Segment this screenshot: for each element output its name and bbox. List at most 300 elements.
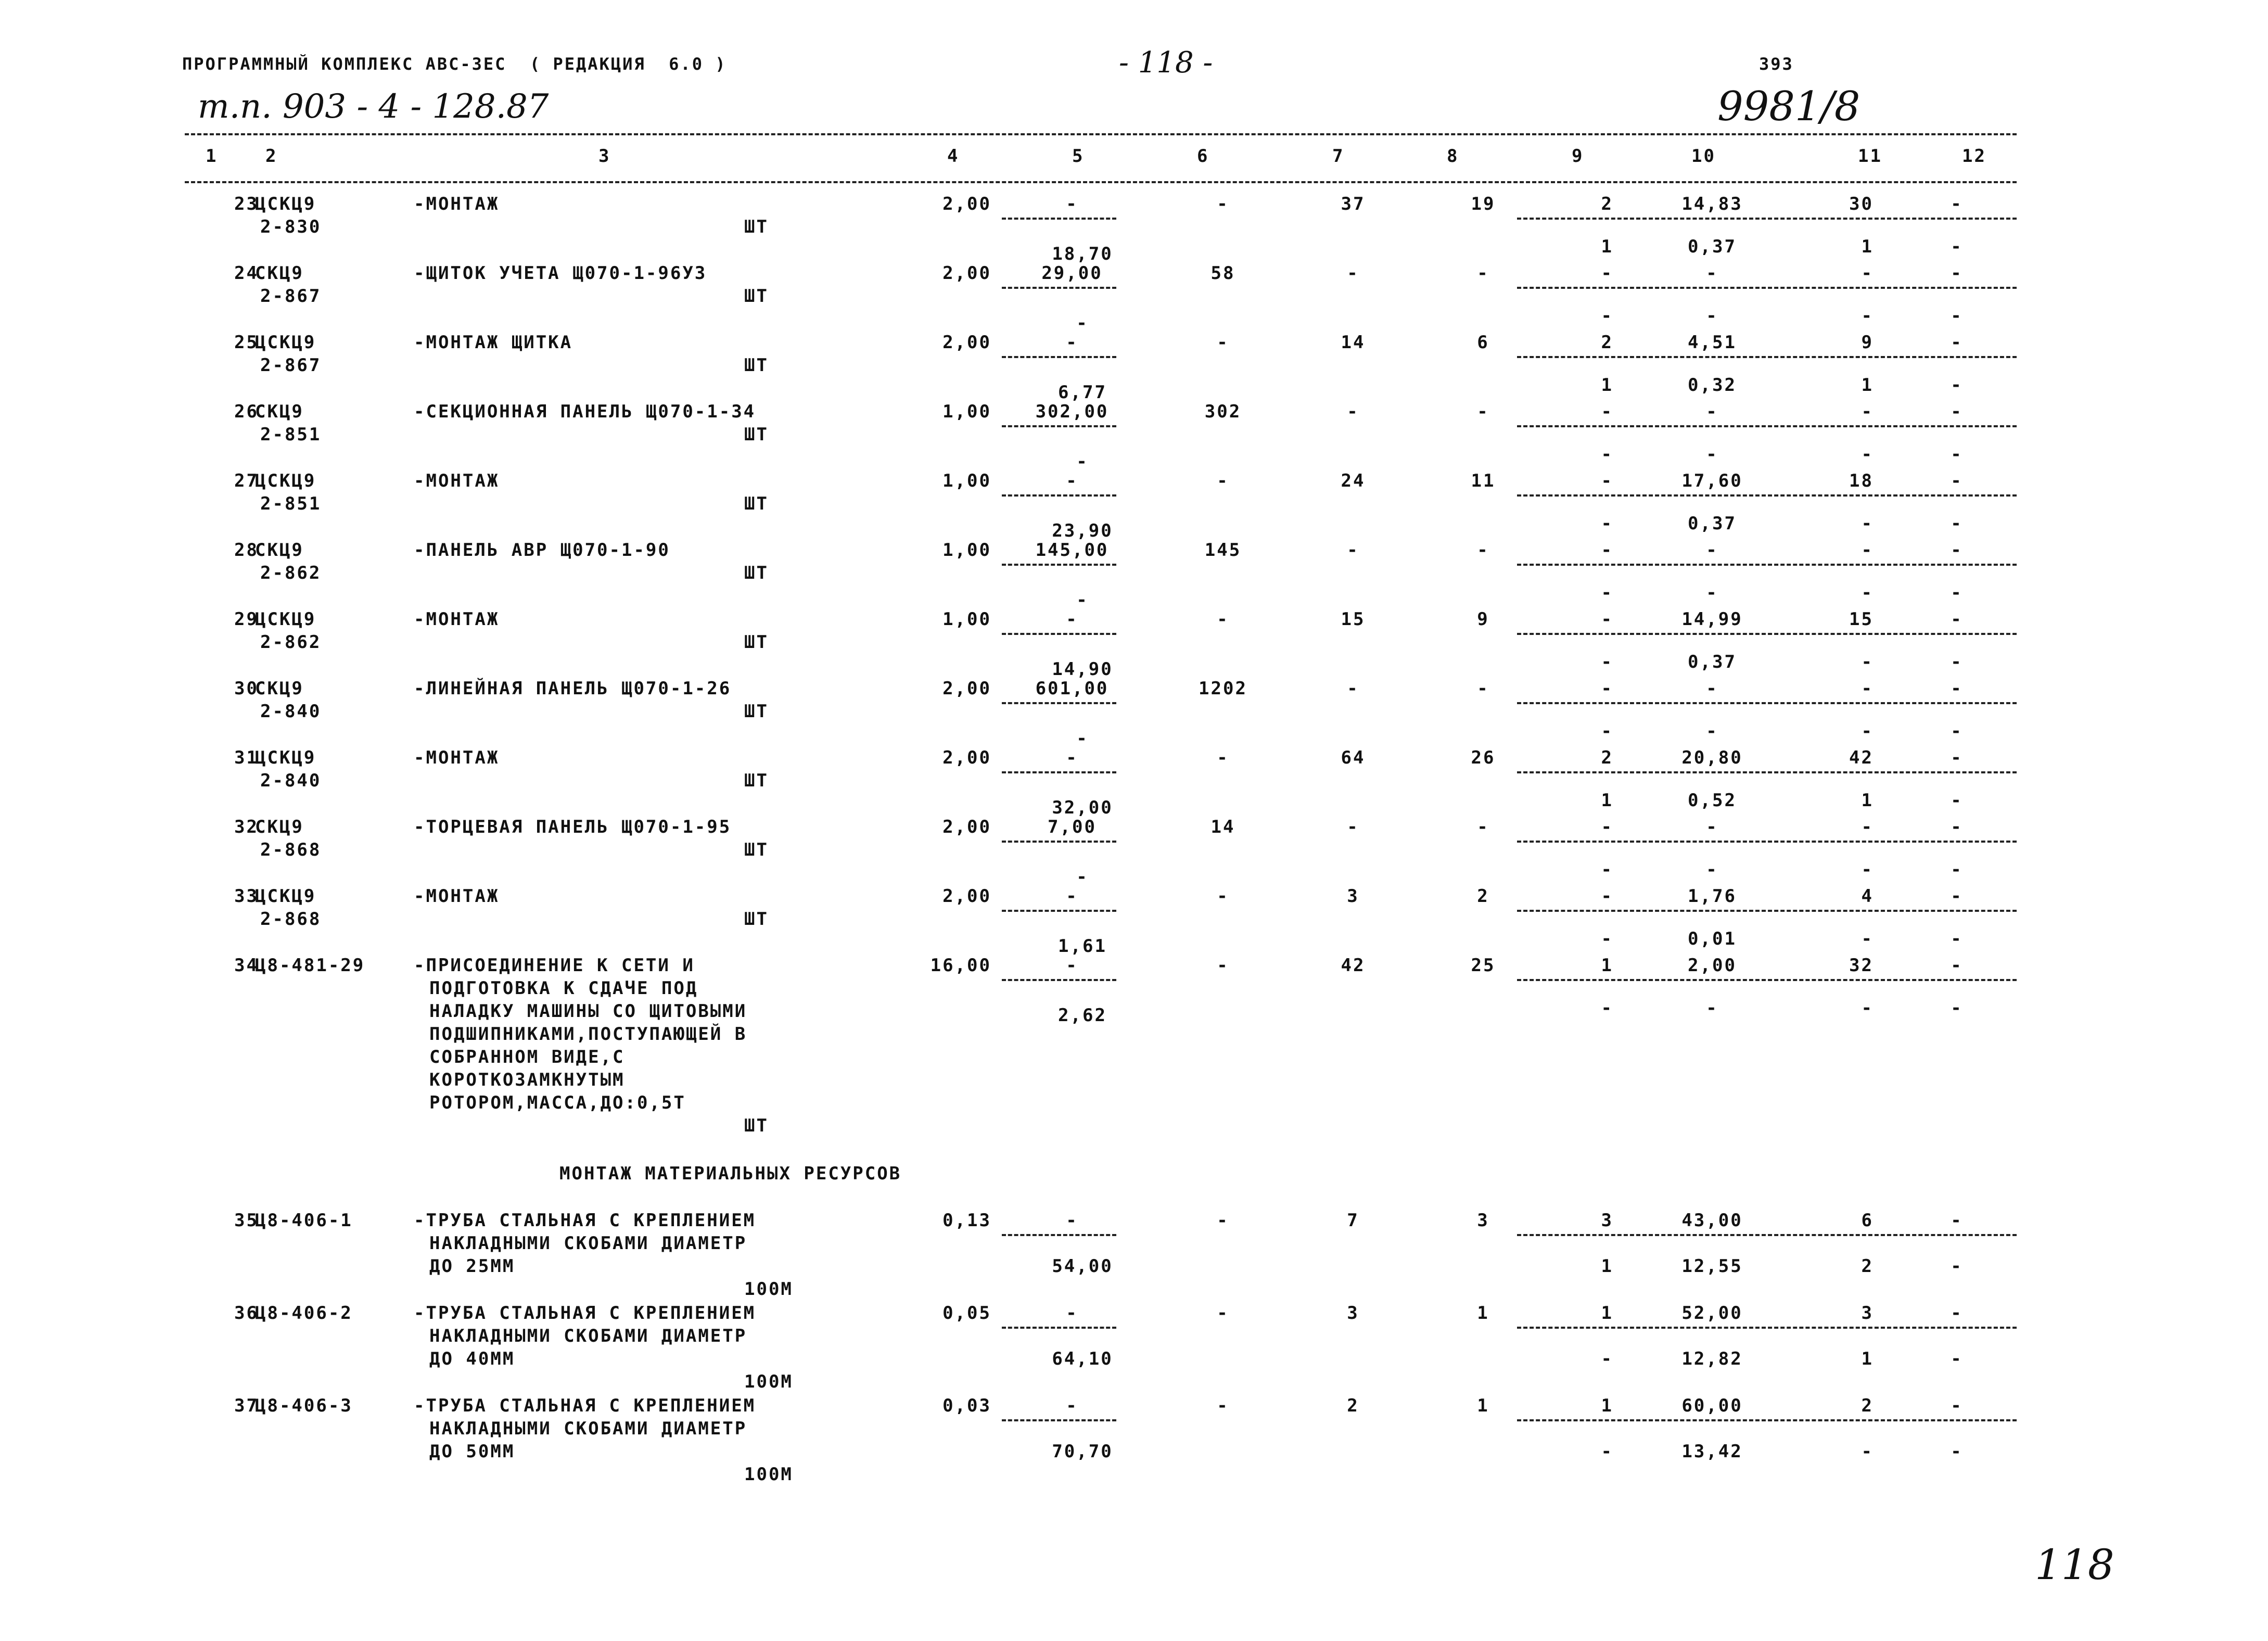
row-col11-second: - <box>1861 928 1874 949</box>
row-code-2: 2-840 <box>260 770 322 791</box>
row-col8: - <box>1477 263 1489 284</box>
row-col11-second: - <box>1861 652 1874 672</box>
row-col12-second: - <box>1951 375 1963 396</box>
row-col12: - <box>1951 332 1963 353</box>
row-col11: 15 <box>1849 609 1874 630</box>
row-col6: 302 <box>1204 401 1242 422</box>
row-description: НАКЛАДНЫМИ СКОБАМИ ДИАМЕТР <box>429 1326 747 1346</box>
row-quantity: 0,13 <box>942 1210 991 1231</box>
row-quantity: 2,00 <box>942 678 991 699</box>
row-col11-second: - <box>1861 306 1874 326</box>
row-description: -МОНТАЖ <box>414 194 500 214</box>
row-col5: 7,00 <box>1048 817 1097 837</box>
row-col7: 24 <box>1341 470 1366 491</box>
row-col5-divider <box>1002 633 1116 635</box>
row-quantity: 2,00 <box>942 886 991 907</box>
row-col10-second: - <box>1706 721 1718 742</box>
row-col9: - <box>1601 263 1613 284</box>
row-col9-second: - <box>1601 721 1613 742</box>
row-col9-second: - <box>1601 513 1613 534</box>
row-col12: - <box>1951 401 1963 422</box>
row-description: -МОНТАЖ <box>414 747 500 768</box>
row-col8: 26 <box>1471 747 1496 768</box>
row-col10: - <box>1706 817 1718 837</box>
row-unit: ШТ <box>744 286 769 307</box>
row-col7: 2 <box>1347 1395 1359 1416</box>
row-col10: - <box>1706 401 1718 422</box>
row-col12: - <box>1951 1303 1963 1324</box>
row-col8: - <box>1477 678 1489 699</box>
row-description: ДО 25ММ <box>429 1256 515 1277</box>
row-unit: ШТ <box>744 632 769 653</box>
row-col6: 14 <box>1211 817 1235 837</box>
row-col10: - <box>1706 678 1718 699</box>
row-description: -ТОРЦЕВАЯ ПАНЕЛЬ Щ070-1-95 <box>414 817 732 837</box>
row-col9-second: - <box>1601 1349 1613 1369</box>
row-col11-second: 2 <box>1861 1256 1874 1277</box>
row-quantity: 2,00 <box>942 194 991 214</box>
row-col10-second: 0,37 <box>1688 236 1737 257</box>
row-cost-divider <box>1517 702 2017 704</box>
row-col11: 3 <box>1861 1303 1874 1324</box>
row-col12: - <box>1951 817 1963 837</box>
row-col5-second: 70,70 <box>1052 1441 1113 1462</box>
row-col5: - <box>1066 955 1078 976</box>
row-col5-second: 18,70 <box>1052 244 1113 264</box>
row-col10-second: 0,32 <box>1688 375 1737 396</box>
row-quantity: 1,00 <box>942 609 991 630</box>
row-col9-second: - <box>1601 859 1613 880</box>
row-col8: - <box>1477 817 1489 837</box>
header-rule-top <box>185 133 2017 135</box>
row-description: НАКЛАДНЫМИ СКОБАМИ ДИАМЕТР <box>429 1233 747 1254</box>
row-col9-second: - <box>1601 652 1613 672</box>
row-quantity: 1,00 <box>942 540 991 561</box>
row-col10: 2,00 <box>1688 955 1737 976</box>
row-number: 29 <box>234 609 259 630</box>
row-col5: - <box>1066 332 1078 353</box>
row-col6: - <box>1217 886 1229 907</box>
row-description: ПОДШИПНИКАМИ,ПОСТУПАЮЩЕЙ В <box>429 1024 747 1045</box>
row-cost-divider <box>1517 633 2017 635</box>
row-col5-second: 2,62 <box>1058 1005 1107 1026</box>
row-col5-divider <box>1002 979 1116 981</box>
row-col9-second: - <box>1601 1441 1613 1462</box>
row-col11-second: - <box>1861 513 1874 534</box>
row-description: НАЛАДКУ МАШИНЫ СО ЩИТОВЫМИ <box>429 1001 747 1022</box>
row-col12: - <box>1951 540 1963 561</box>
row-col5-divider <box>1002 564 1116 566</box>
row-col8: 6 <box>1477 332 1489 353</box>
row-col9: - <box>1601 609 1613 630</box>
row-col8: 11 <box>1471 470 1496 491</box>
row-code: Ц8-406-3 <box>255 1395 353 1416</box>
row-col5: - <box>1066 1395 1078 1416</box>
row-code: ЦСКЦ9 <box>255 470 316 491</box>
row-col6: - <box>1217 955 1229 976</box>
row-description: -ПРИСОЕДИНЕНИЕ К СЕТИ И <box>414 955 695 976</box>
row-col8: - <box>1477 540 1489 561</box>
row-cost-divider <box>1517 1419 2017 1421</box>
row-cost-divider <box>1517 287 2017 289</box>
row-cost-divider <box>1517 564 2017 566</box>
row-col7: - <box>1347 401 1359 422</box>
row-col11: 30 <box>1849 194 1874 214</box>
row-unit: 100М <box>744 1371 793 1392</box>
row-col11: 6 <box>1861 1210 1874 1231</box>
row-col5-second: 32,00 <box>1052 797 1113 818</box>
row-code-2: 2-830 <box>260 217 322 237</box>
row-col12: - <box>1951 955 1963 976</box>
program-title: ПРОГРАММНЫЙ КОМПЛЕКС АВС-ЗЕС ( РЕДАКЦИЯ 6.0 ) <box>182 54 727 74</box>
row-col10: 4,51 <box>1688 332 1737 353</box>
row-col10-second: 12,55 <box>1681 1256 1743 1277</box>
row-description: ДО 50ММ <box>429 1441 515 1462</box>
row-code-2: 2-867 <box>260 286 322 307</box>
column-header-10: 10 <box>1691 146 1716 167</box>
row-code: СКЦ9 <box>255 678 304 699</box>
row-col10-second: 0,37 <box>1688 513 1737 534</box>
row-col7: 14 <box>1341 332 1366 353</box>
row-code-2: 2-851 <box>260 493 322 514</box>
row-cost-divider <box>1517 425 2017 427</box>
row-unit: 100М <box>744 1279 793 1300</box>
row-col6: 58 <box>1211 263 1235 284</box>
row-description: -ЛИНЕЙНАЯ ПАНЕЛЬ Щ070-1-26 <box>414 678 732 699</box>
row-description: -МОНТАЖ ЩИТКА <box>414 332 573 353</box>
section-title: МОНТАЖ МАТЕРИАЛЬНЫХ РЕСУРСОВ <box>559 1163 902 1184</box>
row-col5-divider <box>1002 910 1116 912</box>
row-number: 37 <box>234 1395 259 1416</box>
row-col5-divider <box>1002 494 1116 497</box>
row-cost-divider <box>1517 910 2017 912</box>
column-header-9: 9 <box>1572 146 1584 167</box>
row-col9-second: - <box>1601 444 1613 465</box>
row-unit: ШТ <box>744 563 769 583</box>
row-code: Ц8-406-1 <box>255 1210 353 1231</box>
row-unit: ШТ <box>744 217 769 237</box>
row-cost-divider <box>1517 218 2017 220</box>
row-quantity: 2,00 <box>942 332 991 353</box>
row-col12: - <box>1951 470 1963 491</box>
row-description: -ТРУБА СТАЛЬНАЯ С КРЕПЛЕНИЕМ <box>414 1395 756 1416</box>
row-quantity: 1,00 <box>942 401 991 422</box>
row-col7: 42 <box>1341 955 1366 976</box>
column-header-1: 1 <box>206 146 218 167</box>
row-col5-second: 64,10 <box>1052 1349 1113 1369</box>
row-col12-second: - <box>1951 1256 1963 1277</box>
column-header-2: 2 <box>265 146 278 167</box>
row-col6: - <box>1217 1210 1229 1231</box>
row-description: КОРОТКОЗАМКНУТЫМ <box>429 1070 625 1090</box>
row-col5: 145,00 <box>1035 540 1109 561</box>
row-col7: - <box>1347 817 1359 837</box>
row-number: 28 <box>234 540 259 561</box>
row-col10-second: - <box>1706 998 1718 1019</box>
row-col6: 1202 <box>1199 678 1247 699</box>
row-col5: 302,00 <box>1035 401 1109 422</box>
tp-number: т.п. 903 - 4 - 128.87 <box>198 87 549 126</box>
row-number: 31 <box>234 747 259 768</box>
row-col5: - <box>1066 886 1078 907</box>
row-col5: 29,00 <box>1041 263 1103 284</box>
page-mark: - 118 - <box>1119 46 1213 80</box>
row-col7: 15 <box>1341 609 1366 630</box>
row-description: РОТОРОМ,МАССА,ДО:0,5Т <box>429 1092 686 1113</box>
row-quantity: 0,05 <box>942 1303 991 1324</box>
row-code: ЦСКЦ9 <box>255 747 316 768</box>
row-col5-divider <box>1002 218 1116 220</box>
row-col12-second: - <box>1951 790 1963 811</box>
row-quantity: 16,00 <box>930 955 991 976</box>
row-col11-second: - <box>1861 859 1874 880</box>
row-col5: - <box>1066 747 1078 768</box>
row-col11-second: - <box>1861 1441 1874 1462</box>
row-col6: - <box>1217 470 1229 491</box>
row-col9: - <box>1601 886 1613 907</box>
row-col11: 18 <box>1849 470 1874 491</box>
row-col9-second: - <box>1601 582 1613 603</box>
row-col5-divider <box>1002 702 1116 704</box>
row-col9: 2 <box>1601 332 1613 353</box>
row-col11: 2 <box>1861 1395 1874 1416</box>
row-col5-second: 6,77 <box>1058 382 1107 403</box>
row-col9-second: 1 <box>1601 236 1613 257</box>
row-col12-second: - <box>1951 928 1963 949</box>
row-col11: - <box>1861 817 1874 837</box>
row-col6: - <box>1217 194 1229 214</box>
row-col8: 3 <box>1477 1210 1489 1231</box>
row-code-2: 2-862 <box>260 632 322 653</box>
row-description: -МОНТАЖ <box>414 886 500 907</box>
row-description: -ТРУБА СТАЛЬНАЯ С КРЕПЛЕНИЕМ <box>414 1210 756 1231</box>
row-col11: 9 <box>1861 332 1874 353</box>
row-number: 33 <box>234 886 259 907</box>
row-col11-second: - <box>1861 444 1874 465</box>
row-col10-second: 13,42 <box>1681 1441 1743 1462</box>
row-code: ЦСКЦ9 <box>255 332 316 353</box>
row-col12-second: - <box>1951 513 1963 534</box>
row-col5-second: - <box>1076 313 1089 334</box>
row-col10-second: 12,82 <box>1681 1349 1743 1369</box>
row-col10: 1,76 <box>1688 886 1737 907</box>
row-col8: 25 <box>1471 955 1496 976</box>
row-code: ЦСКЦ9 <box>255 609 316 630</box>
row-col5-divider <box>1002 425 1116 427</box>
row-description: СОБРАННОМ ВИДЕ,С <box>429 1047 625 1067</box>
row-description: -ЩИТОК УЧЕТА Щ070-1-96У3 <box>414 263 707 284</box>
row-col10: 52,00 <box>1681 1303 1743 1324</box>
row-col12: - <box>1951 263 1963 284</box>
row-col11: 4 <box>1861 886 1874 907</box>
row-unit: ШТ <box>744 493 769 514</box>
row-col9: 1 <box>1601 1303 1613 1324</box>
row-col5: - <box>1066 1210 1078 1231</box>
row-col10: 20,80 <box>1681 747 1743 768</box>
row-col9-second: 1 <box>1601 375 1613 396</box>
row-cost-divider <box>1517 356 2017 358</box>
row-unit: ШТ <box>744 909 769 930</box>
row-col5-second: 54,00 <box>1052 1256 1113 1277</box>
document-number: 9981/8 <box>1717 83 1861 130</box>
row-col6: - <box>1217 609 1229 630</box>
row-unit: ШТ <box>744 1115 769 1136</box>
row-col10-second: - <box>1706 582 1718 603</box>
row-col9: 2 <box>1601 747 1613 768</box>
row-col9-second: 1 <box>1601 790 1613 811</box>
row-col5-second: 23,90 <box>1052 520 1113 541</box>
row-col5: - <box>1066 194 1078 214</box>
row-cost-divider <box>1517 841 2017 843</box>
row-col9: 1 <box>1601 955 1613 976</box>
column-header-7: 7 <box>1332 146 1345 167</box>
row-number: 23 <box>234 194 259 214</box>
row-code: СКЦ9 <box>255 817 304 837</box>
row-col9: 2 <box>1601 194 1613 214</box>
row-quantity: 0,03 <box>942 1395 991 1416</box>
row-col12: - <box>1951 1210 1963 1231</box>
row-col10: 17,60 <box>1681 470 1743 491</box>
row-col12-second: - <box>1951 1441 1963 1462</box>
page-number: 393 <box>1759 54 1794 74</box>
row-col9-second: - <box>1601 928 1613 949</box>
row-col6: - <box>1217 1395 1229 1416</box>
row-cost-divider <box>1517 494 2017 497</box>
row-col10: - <box>1706 540 1718 561</box>
row-code-2: 2-851 <box>260 424 322 445</box>
row-number: 35 <box>234 1210 259 1231</box>
row-code: ЦСКЦ9 <box>255 886 316 907</box>
row-code: Ц8-481-29 <box>255 955 365 976</box>
row-col10-second: - <box>1706 306 1718 326</box>
row-col9: - <box>1601 817 1613 837</box>
row-col9: 1 <box>1601 1395 1613 1416</box>
row-col12-second: - <box>1951 444 1963 465</box>
row-quantity: 1,00 <box>942 470 991 491</box>
row-col10: 43,00 <box>1681 1210 1743 1231</box>
row-col10-second: 0,01 <box>1688 928 1737 949</box>
header-rule-bottom <box>185 181 2017 183</box>
row-col12-second: - <box>1951 306 1963 326</box>
row-col5-second: - <box>1076 867 1089 887</box>
row-col10-second: - <box>1706 444 1718 465</box>
row-col12: - <box>1951 1395 1963 1416</box>
footer-page-number: 118 <box>2035 1541 2114 1589</box>
row-quantity: 2,00 <box>942 747 991 768</box>
row-col7: - <box>1347 678 1359 699</box>
row-col10: 14,83 <box>1681 194 1743 214</box>
row-unit: ШТ <box>744 839 769 860</box>
row-number: 32 <box>234 817 259 837</box>
column-header-8: 8 <box>1447 146 1459 167</box>
row-description: -СЕКЦИОННАЯ ПАНЕЛЬ Щ070-1-34 <box>414 401 756 422</box>
row-col12: - <box>1951 747 1963 768</box>
row-col5: 601,00 <box>1035 678 1109 699</box>
column-header-5: 5 <box>1072 146 1085 167</box>
row-col10: 14,99 <box>1681 609 1743 630</box>
row-col10-second: 0,37 <box>1688 652 1737 672</box>
row-col10: 60,00 <box>1681 1395 1743 1416</box>
row-col12-second: - <box>1951 721 1963 742</box>
row-number: 30 <box>234 678 259 699</box>
row-number: 34 <box>234 955 259 976</box>
row-col5: - <box>1066 1303 1078 1324</box>
row-col12: - <box>1951 194 1963 214</box>
row-code: СКЦ9 <box>255 263 304 284</box>
row-description: -ТРУБА СТАЛЬНАЯ С КРЕПЛЕНИЕМ <box>414 1303 756 1324</box>
row-col12: - <box>1951 609 1963 630</box>
row-col5: - <box>1066 609 1078 630</box>
row-col5-divider <box>1002 771 1116 773</box>
row-unit: 100М <box>744 1464 793 1485</box>
row-col5-divider <box>1002 841 1116 843</box>
row-col7: 64 <box>1341 747 1366 768</box>
row-col11: 42 <box>1849 747 1874 768</box>
row-col7: - <box>1347 263 1359 284</box>
row-col8: 1 <box>1477 1395 1489 1416</box>
row-col11-second: 1 <box>1861 790 1874 811</box>
row-col7: 37 <box>1341 194 1366 214</box>
row-description: -МОНТАЖ <box>414 609 500 630</box>
row-col11: - <box>1861 401 1874 422</box>
row-unit: ШТ <box>744 701 769 722</box>
row-col5-divider <box>1002 356 1116 358</box>
row-col8: 1 <box>1477 1303 1489 1324</box>
row-col6: - <box>1217 332 1229 353</box>
row-col11-second: 1 <box>1861 375 1874 396</box>
row-code-2: 2-862 <box>260 563 322 583</box>
row-unit: ШТ <box>744 355 769 376</box>
row-col5-divider <box>1002 287 1116 289</box>
row-col6: - <box>1217 1303 1229 1324</box>
row-col9: 3 <box>1601 1210 1613 1231</box>
row-number: 26 <box>234 401 259 422</box>
row-col12: - <box>1951 886 1963 907</box>
row-col12-second: - <box>1951 859 1963 880</box>
row-col11: - <box>1861 540 1874 561</box>
column-header-11: 11 <box>1858 146 1882 167</box>
row-col12-second: - <box>1951 652 1963 672</box>
row-col12-second: - <box>1951 1349 1963 1369</box>
row-col5-second: - <box>1076 728 1089 749</box>
row-col10-second: 0,52 <box>1688 790 1737 811</box>
row-col12: - <box>1951 678 1963 699</box>
row-unit: ШТ <box>744 424 769 445</box>
column-header-3: 3 <box>598 146 611 167</box>
row-col7: 3 <box>1347 886 1359 907</box>
row-number: 36 <box>234 1303 259 1324</box>
row-number: 25 <box>234 332 259 353</box>
row-col8: 2 <box>1477 886 1489 907</box>
row-col8: 19 <box>1471 194 1496 214</box>
row-col11: 32 <box>1849 955 1874 976</box>
row-col8: 9 <box>1477 609 1489 630</box>
row-col9-second: - <box>1601 306 1613 326</box>
row-description: -МОНТАЖ <box>414 470 500 491</box>
row-col6: 145 <box>1204 540 1242 561</box>
row-col5-second: 1,61 <box>1058 936 1107 957</box>
row-description: -ПАНЕЛЬ АВР Щ070-1-90 <box>414 540 670 561</box>
row-code-2: 2-867 <box>260 355 322 376</box>
row-col9: - <box>1601 401 1613 422</box>
column-header-4: 4 <box>947 146 960 167</box>
row-description: НАКЛАДНЫМИ СКОБАМИ ДИАМЕТР <box>429 1418 747 1439</box>
row-code: СКЦ9 <box>255 540 304 561</box>
row-col7: - <box>1347 540 1359 561</box>
row-col10: - <box>1706 263 1718 284</box>
row-quantity: 2,00 <box>942 817 991 837</box>
row-col5-divider <box>1002 1419 1116 1421</box>
